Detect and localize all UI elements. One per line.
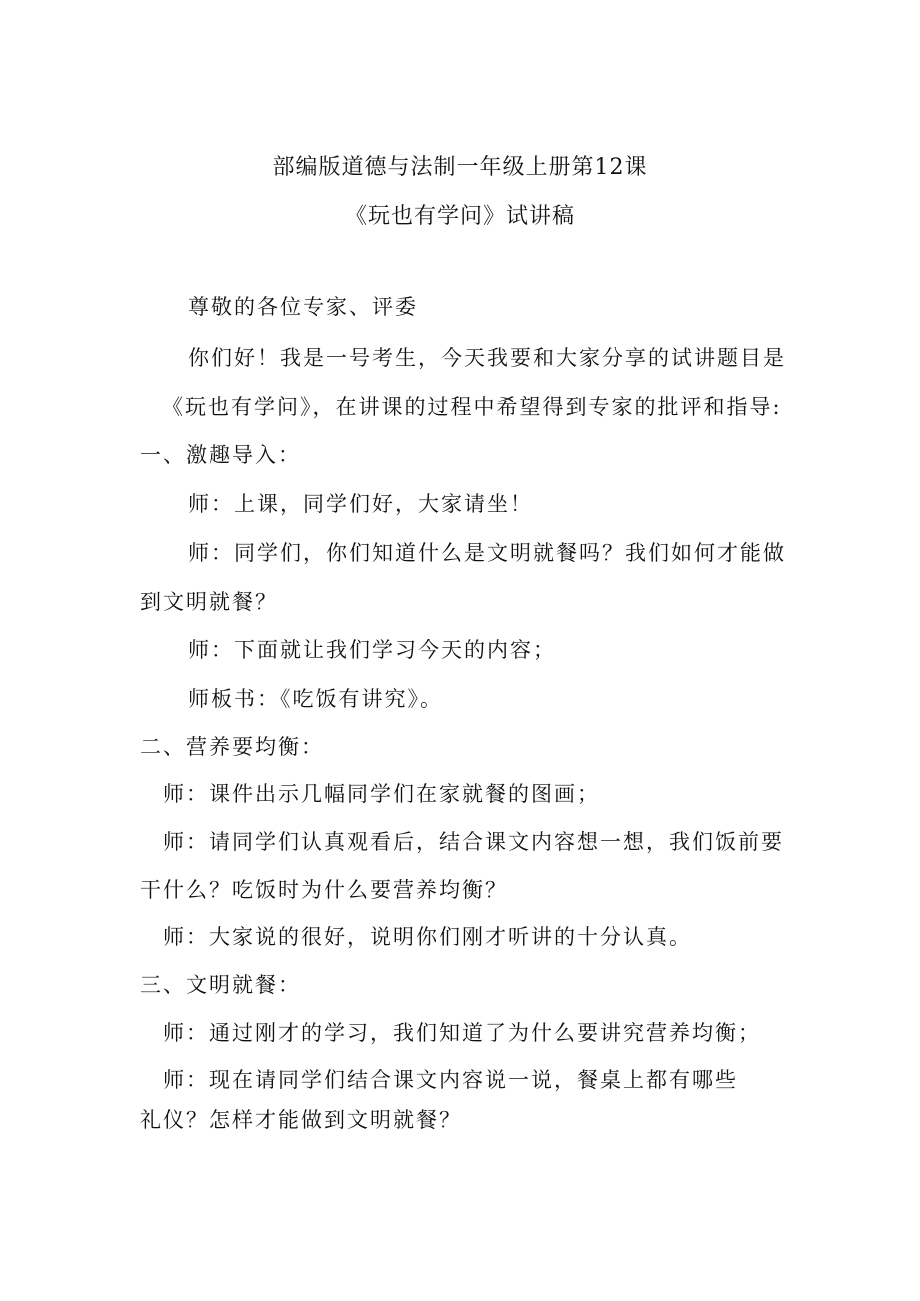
intro-line-1: 你们好！我是一号考生，今天我要和大家分享的试讲题目是 (188, 346, 786, 370)
section-heading-3: 三、文明就餐： (140, 973, 301, 997)
greeting-line: 尊敬的各位专家、评委 (188, 295, 418, 319)
paragraph-line: 师：同学们，你们知道什么是文明就餐吗？我们如何才能做 (188, 541, 786, 565)
paragraph-line: 干什么？吃饭时为什么要营养均衡？ (140, 878, 508, 902)
paragraph-line: 师：上课，同学们好，大家请坐！ (188, 492, 533, 516)
paragraph-line: 师：下面就让我们学习今天的内容； (188, 638, 556, 662)
section-heading-1: 一、激趣导入： (140, 443, 301, 467)
paragraph-line: 师：请同学们认真观看后，结合课文内容想一想，我们饭前要 (163, 830, 784, 854)
intro-line-2: 《玩也有学问》，在讲课的过程中希望得到专家的批评和指导: (162, 395, 782, 419)
paragraph-line: 师：通过刚才的学习，我们知道了为什么要讲究营养均衡； (163, 1021, 761, 1045)
section-heading-2: 二、营养要均衡： (140, 735, 324, 759)
paragraph-line: 礼仪？怎样才能做到文明就餐？ (140, 1108, 462, 1132)
paragraph-line: 师：课件出示几幅同学们在家就餐的图画； (163, 782, 600, 806)
paragraph-line: 师：现在请同学们结合课文内容说一说，餐桌上都有哪些 (163, 1068, 738, 1092)
document-subtitle: 《玩也有学问》试讲稿 (344, 204, 575, 229)
paragraph-line: 师：大家说的很好，说明你们刚才听讲的十分认真。 (163, 925, 692, 949)
paragraph-line: 师板书：《吃饭有讲究》。 (188, 687, 443, 711)
paragraph-line: 到文明就餐？ (140, 590, 278, 614)
document-title: 部编版道德与法制一年级上册第12课 (272, 155, 648, 180)
